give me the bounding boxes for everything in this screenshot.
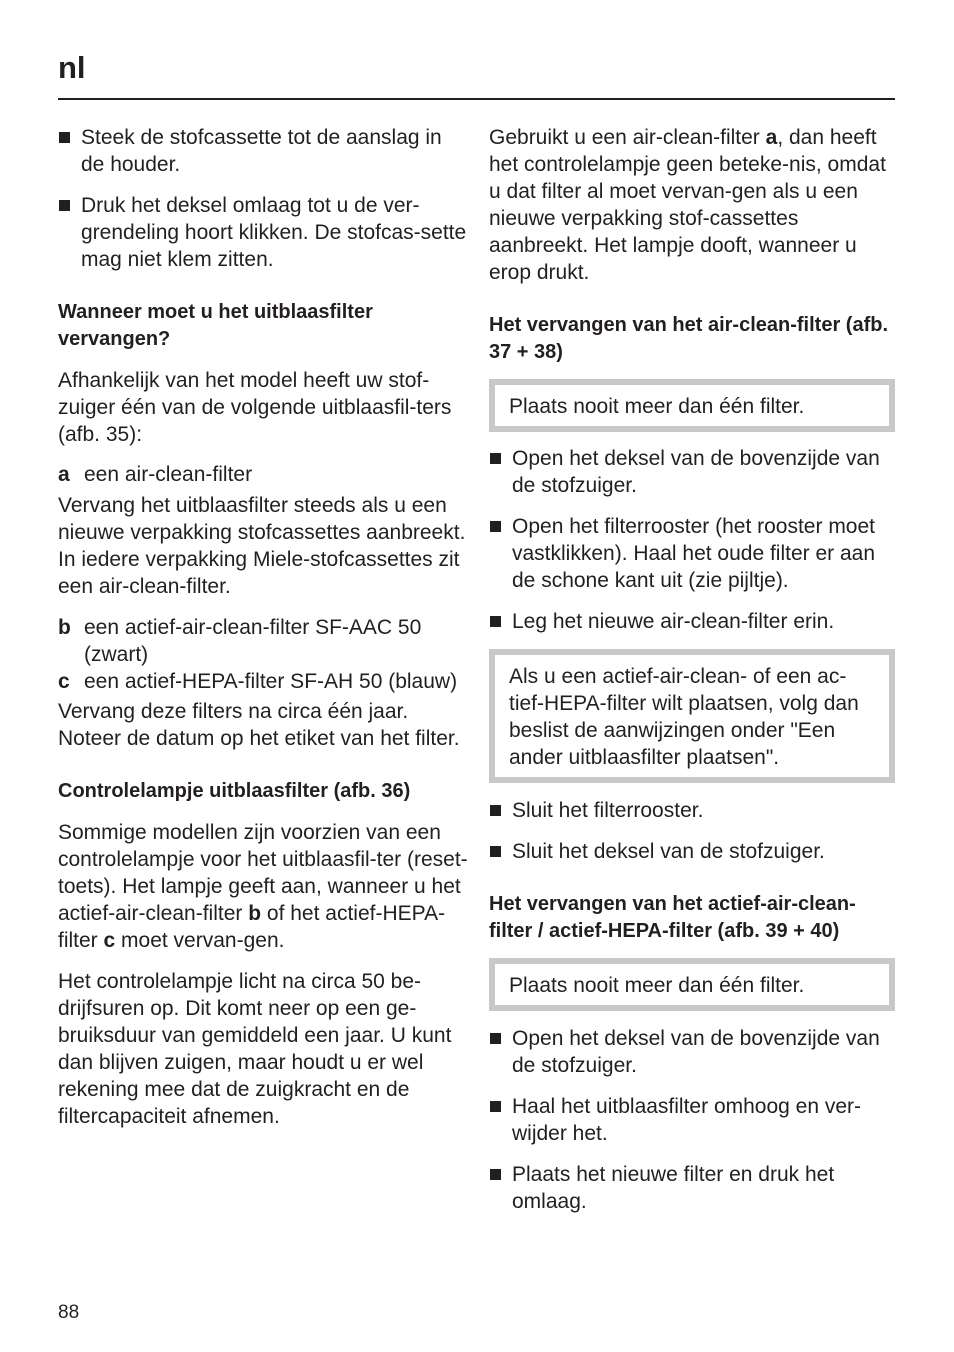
bullet-item: Haal het uitblaasfilter omhoog en ver-wijder het. bbox=[489, 1093, 895, 1147]
item-text: een air-clean-filter bbox=[84, 463, 253, 486]
bullet-item: Plaats het nieuwe filter en druk het omlaag. bbox=[489, 1161, 895, 1215]
item-text: een actief-HEPA-filter SF-AH 50 (blauw) bbox=[84, 670, 458, 693]
section-heading: Controlelampje uitblaasfilter (afb. 36) bbox=[58, 780, 411, 802]
section-heading: Het vervangen van het air-clean-filter (afb. 37 + 38) bbox=[489, 314, 889, 363]
note-box: Als u een actief-air-clean- of een ac-tief-HEPA-filter wilt plaatsen, volg dan beslist de aanwijzingen onder "Een ander uitblaasfilter plaatsen". bbox=[489, 649, 895, 783]
note-box: Plaats nooit meer dan één filter. bbox=[489, 379, 895, 432]
filter-item-b bbox=[58, 614, 468, 668]
filter-item-c bbox=[58, 668, 468, 695]
paragraph: Sommige modellen zijn voorzien van een controlelampje voor het uitblaasfil-ter (reset-toets). Het lampje geeft aan, wanneer u het actief-air-clean-filter b of het actief-HEPA-filter c moet vervan-gen. bbox=[58, 821, 468, 952]
bullet-item: Sluit het filterrooster. bbox=[489, 797, 895, 824]
bullet-item: Open het deksel van de bovenzijde van de stofzuiger. bbox=[489, 1025, 895, 1079]
item-key: b bbox=[58, 616, 71, 639]
header-rule bbox=[58, 98, 895, 100]
note-box: Plaats nooit meer dan één filter. bbox=[489, 958, 895, 1011]
bullet-item: Sluit het deksel van de stofzuiger. bbox=[489, 838, 895, 865]
bullet-item: Open het deksel van de bovenzijde van de stofzuiger. bbox=[489, 445, 895, 499]
item-text: een actief-air-clean-filter SF-AAC 50 (zwart) bbox=[84, 616, 422, 666]
bullet-item: Druk het deksel omlaag tot u de ver-grendeling hoort klikken. De stofcas-sette mag niet klem zitten. bbox=[58, 192, 468, 273]
left-column bbox=[58, 124, 468, 1130]
paragraph: Vervang deze filters na circa één jaar. Noteer de datum op het etiket van het filter. bbox=[58, 700, 460, 750]
paragraph: Vervang het uitblaasfilter steeds als u een nieuwe verpakking stofcassettes aanbreekt. In iedere verpakking Miele-stofcassettes zit een air-clean-filter. bbox=[58, 494, 466, 598]
paragraph: Het controlelampje licht na circa 50 be-drijfsuren op. Dit komt neer op een ge-bruiksduur van gemiddeld een jaar. U kunt dan blijven zuigen, maar houdt u er wel rekening mee dat de zuigkracht en de filtercapaciteit afnemen. bbox=[58, 970, 452, 1128]
bullet-item: Steek de stofcassette tot de aanslag in de houder. bbox=[58, 124, 468, 178]
section-heading: Het vervangen van het actief-air-clean-filter / actief-HEPA-filter (afb. 39 + 40) bbox=[489, 893, 856, 942]
page-number: 88 bbox=[58, 1302, 80, 1323]
bullet-item: Open het filterrooster (het rooster moet vastklikken). Haal het oude filter er aan de schone kant uit (zie pijltje). bbox=[489, 513, 895, 594]
item-key: c bbox=[58, 670, 70, 693]
paragraph: Afhankelijk van het model heeft uw stof-zuiger één van de volgende uitblaasfil-ters (afb. 35): bbox=[58, 369, 452, 446]
filter-item-a bbox=[58, 461, 468, 488]
section-heading: Wanneer moet u het uitblaasfilter vervangen? bbox=[58, 301, 373, 350]
right-column bbox=[489, 124, 895, 1215]
item-key: a bbox=[58, 463, 70, 486]
bullet-item: Leg het nieuwe air-clean-filter erin. bbox=[489, 608, 895, 635]
language-label: nl bbox=[58, 50, 86, 85]
paragraph: Gebruikt u een air-clean-filter a, dan heeft het controlelampje geen beteke-nis, omdat u dat filter al moet vervan-gen als u een nieuwe verpakking stof-cassettes aanbreekt. Het lampje dooft, wanneer u erop drukt. bbox=[489, 126, 886, 284]
